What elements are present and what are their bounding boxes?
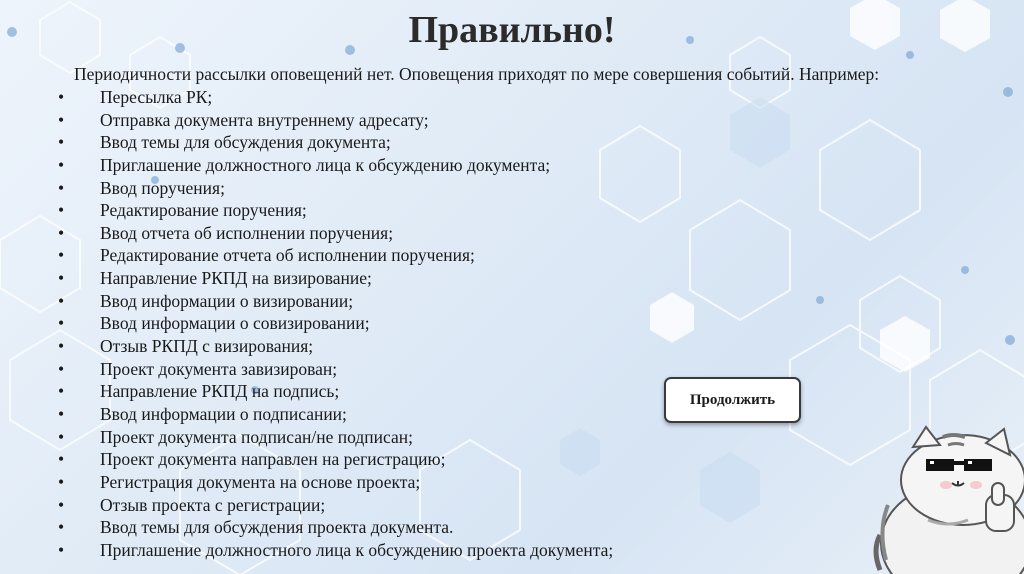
list-item bbox=[58, 358, 613, 381]
list-item-text: Направление РКПД на визирование; bbox=[100, 268, 372, 289]
list-item bbox=[58, 335, 613, 358]
list-item bbox=[58, 448, 613, 471]
list-item bbox=[58, 494, 613, 517]
list-item-text: Ввод информации о визировании; bbox=[100, 290, 354, 311]
bullet-icon: • bbox=[58, 313, 65, 334]
list-item bbox=[58, 199, 613, 222]
bullet-icon: • bbox=[58, 109, 65, 130]
list-item bbox=[58, 267, 613, 290]
list-item-text: Проект документа направлен на регистрацию; bbox=[100, 449, 446, 470]
list-item bbox=[58, 516, 613, 539]
page-title: Правильно! bbox=[408, 9, 616, 51]
bullet-icon: • bbox=[58, 358, 65, 379]
list-item-text: Проект документа завизирован; bbox=[100, 358, 338, 379]
list-item-text: Отзыв проекта с регистрации; bbox=[100, 494, 326, 515]
list-item-text: Отправка документа внутреннему адресату; bbox=[100, 109, 429, 130]
list-item-text: Приглашение должностного лица к обсуждению документа; bbox=[100, 154, 551, 175]
bullet-icon: • bbox=[58, 87, 65, 107]
list-item-text: Редактирование поручения; bbox=[100, 200, 307, 221]
list-item bbox=[58, 177, 613, 200]
list-item-text: Ввод информации о подписании; bbox=[100, 403, 347, 424]
list-item bbox=[58, 290, 613, 313]
bullet-icon: • bbox=[58, 200, 65, 221]
list-item bbox=[58, 222, 613, 245]
list-item-text: Приглашение должностного лица к обсуждению проекта документа; bbox=[100, 539, 614, 560]
continue-button[interactable]: Продолжить bbox=[664, 377, 801, 423]
bullet-icon: • bbox=[58, 517, 65, 538]
event-list bbox=[58, 86, 613, 561]
list-item-text: Пересылка РК; bbox=[100, 87, 213, 107]
list-item-text: Редактирование отчета об исполнении поручения; bbox=[100, 245, 475, 266]
bullet-icon: • bbox=[58, 449, 65, 470]
bullet-icon: • bbox=[58, 494, 65, 515]
bullet-icon: • bbox=[58, 381, 65, 402]
list-item bbox=[58, 154, 613, 177]
list-item bbox=[58, 380, 613, 403]
bullet-icon: • bbox=[58, 222, 65, 243]
intro-text: Периодичности рассылки оповещений нет. Оповещения приходят по мере совершения событий. Например: bbox=[74, 64, 880, 84]
list-item-text: Направление РКПД на подпись; bbox=[100, 381, 340, 402]
list-item bbox=[58, 109, 613, 132]
list-item-text: Ввод темы для обсуждения документа; bbox=[100, 132, 391, 153]
bullet-icon: • bbox=[58, 336, 65, 357]
bullet-icon: • bbox=[58, 132, 65, 153]
bullet-icon: • bbox=[58, 177, 65, 198]
list-item bbox=[58, 312, 613, 335]
list-item-text: Отзыв РКПД с визирования; bbox=[100, 336, 314, 357]
bullet-icon: • bbox=[58, 268, 65, 289]
list-item bbox=[58, 403, 613, 426]
list-item bbox=[58, 539, 613, 562]
list-item-text: Ввод темы для обсуждения проекта документа. bbox=[100, 517, 454, 538]
bullet-icon: • bbox=[58, 471, 65, 492]
list-item bbox=[58, 131, 613, 154]
bullet-icon: • bbox=[58, 426, 65, 447]
list-item-text: Регистрация документа на основе проекта; bbox=[100, 471, 421, 492]
bullet-icon: • bbox=[58, 539, 65, 560]
bullet-icon: • bbox=[58, 290, 65, 311]
list-item-text: Ввод поручения; bbox=[100, 177, 225, 198]
list-item-text: Проект документа подписан/не подписан; bbox=[100, 426, 414, 447]
bullet-icon: • bbox=[58, 245, 65, 266]
list-item-text: Ввод отчета об исполнении поручения; bbox=[100, 222, 394, 243]
bullet-icon: • bbox=[58, 403, 65, 424]
list-item bbox=[58, 426, 613, 449]
list-item bbox=[58, 471, 613, 494]
list-item bbox=[58, 244, 613, 267]
list-item-text: Ввод информации о совизировании; bbox=[100, 313, 370, 334]
bullet-icon: • bbox=[58, 154, 65, 175]
list-item bbox=[58, 86, 613, 109]
cat-thumbs-up-image bbox=[868, 425, 1024, 574]
